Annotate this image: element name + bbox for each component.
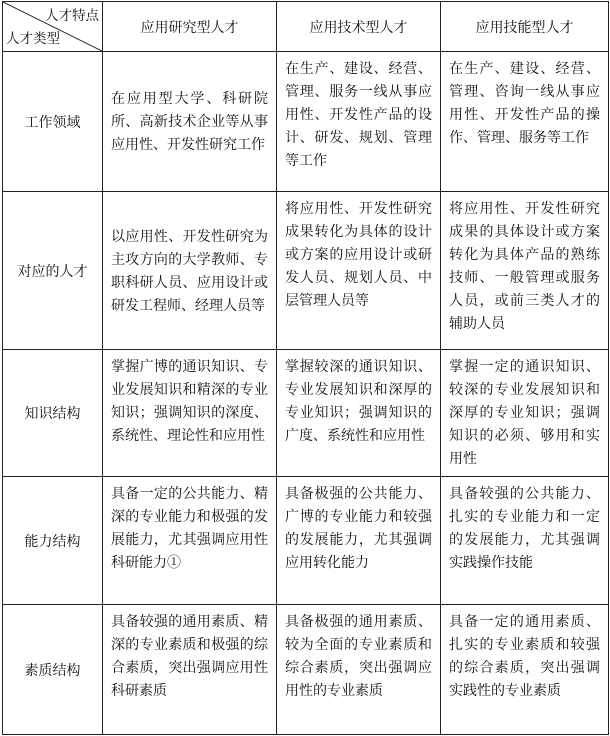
row-label: 知识结构 [3,350,103,477]
table-row [3,605,609,735]
row-label: 能力结构 [3,477,103,605]
table-cell: 具备一定的通用素质、扎实的专业素质和较强的综合素质，突出强调实践性的专业素质 [441,605,609,735]
table-cell: 具备较强的通用素质、精深的专业素质和极强的综合素质，突出强调应用性科研素质 [103,605,277,735]
column-header-technology: 应用技术型人才 [277,2,441,52]
table-cell: 具备较强的公共能力、扎实的专业能力和一定的发展能力，尤其强调实践操作技能 [441,477,609,605]
column-header-skill: 应用技能型人才 [441,2,609,52]
talent-comparison-table [2,1,609,735]
table-row [3,350,609,477]
table-row [3,52,609,192]
corner-header-cell [3,2,103,52]
header-row [3,2,609,52]
corner-bottom-label: 人才类型 [6,31,60,47]
row-label: 素质结构 [3,605,103,735]
table-cell: 在生产、建设、经营、管理、服务一线从事应用性、开发性产品的设计、研发、规划、管理等工作 [277,52,441,192]
table-cell: 在应用型大学、科研院所、高新技术企业等从事应用性、开发性研究工作 [103,52,277,192]
table-cell: 在生产、建设、经营、管理、咨询一线从事应用性、开发性产品的操作、管理、服务等工作 [441,52,609,192]
table-row [3,192,609,350]
table-cell: 将应用性、开发性研究成果转化为具体的设计或方案的应用设计或研发人员、规划人员、中层管理人员等 [277,192,441,350]
table-cell: 掌握一定的通识知识、较深的专业发展知识和深厚的专业知识；强调知识的必须、够用和实用性 [441,350,609,477]
table-cell: 具备一定的公共能力、精深的专业能力和极强的发展能力，尤其强调应用性科研能力① [103,477,277,605]
table-cell: 具备极强的公共能力、广博的专业能力和较强的发展能力，尤其强调应用转化能力 [277,477,441,605]
column-header-research: 应用研究型人才 [103,2,277,52]
table-cell: 以应用性、开发性研究为主攻方向的大学教师、专职科研人员、应用设计或研发工程师、经理人员等 [103,192,277,350]
table-cell: 具备极强的通用素质、较为全面的专业素质和综合素质，突出强调应用性的专业素质 [277,605,441,735]
table-row [3,477,609,605]
row-label: 对应的人才 [3,192,103,350]
row-label: 工作领域 [3,52,103,192]
table-cell: 掌握较深的通识知识、专业发展知识和深厚的专业知识；强调知识的广度、系统性和应用性 [277,350,441,477]
table-cell: 将应用性、开发性研究成果的具体设计或方案转化为具体产品的熟练技师、一般管理或服务人员，或前三类人才的辅助人员 [441,192,609,350]
table-cell: 掌握广博的通识知识、专业发展知识和精深的专业知识；强调知识的深度、系统性、理论性和应用性 [103,350,277,477]
corner-top-label: 人才特点 [45,8,99,24]
